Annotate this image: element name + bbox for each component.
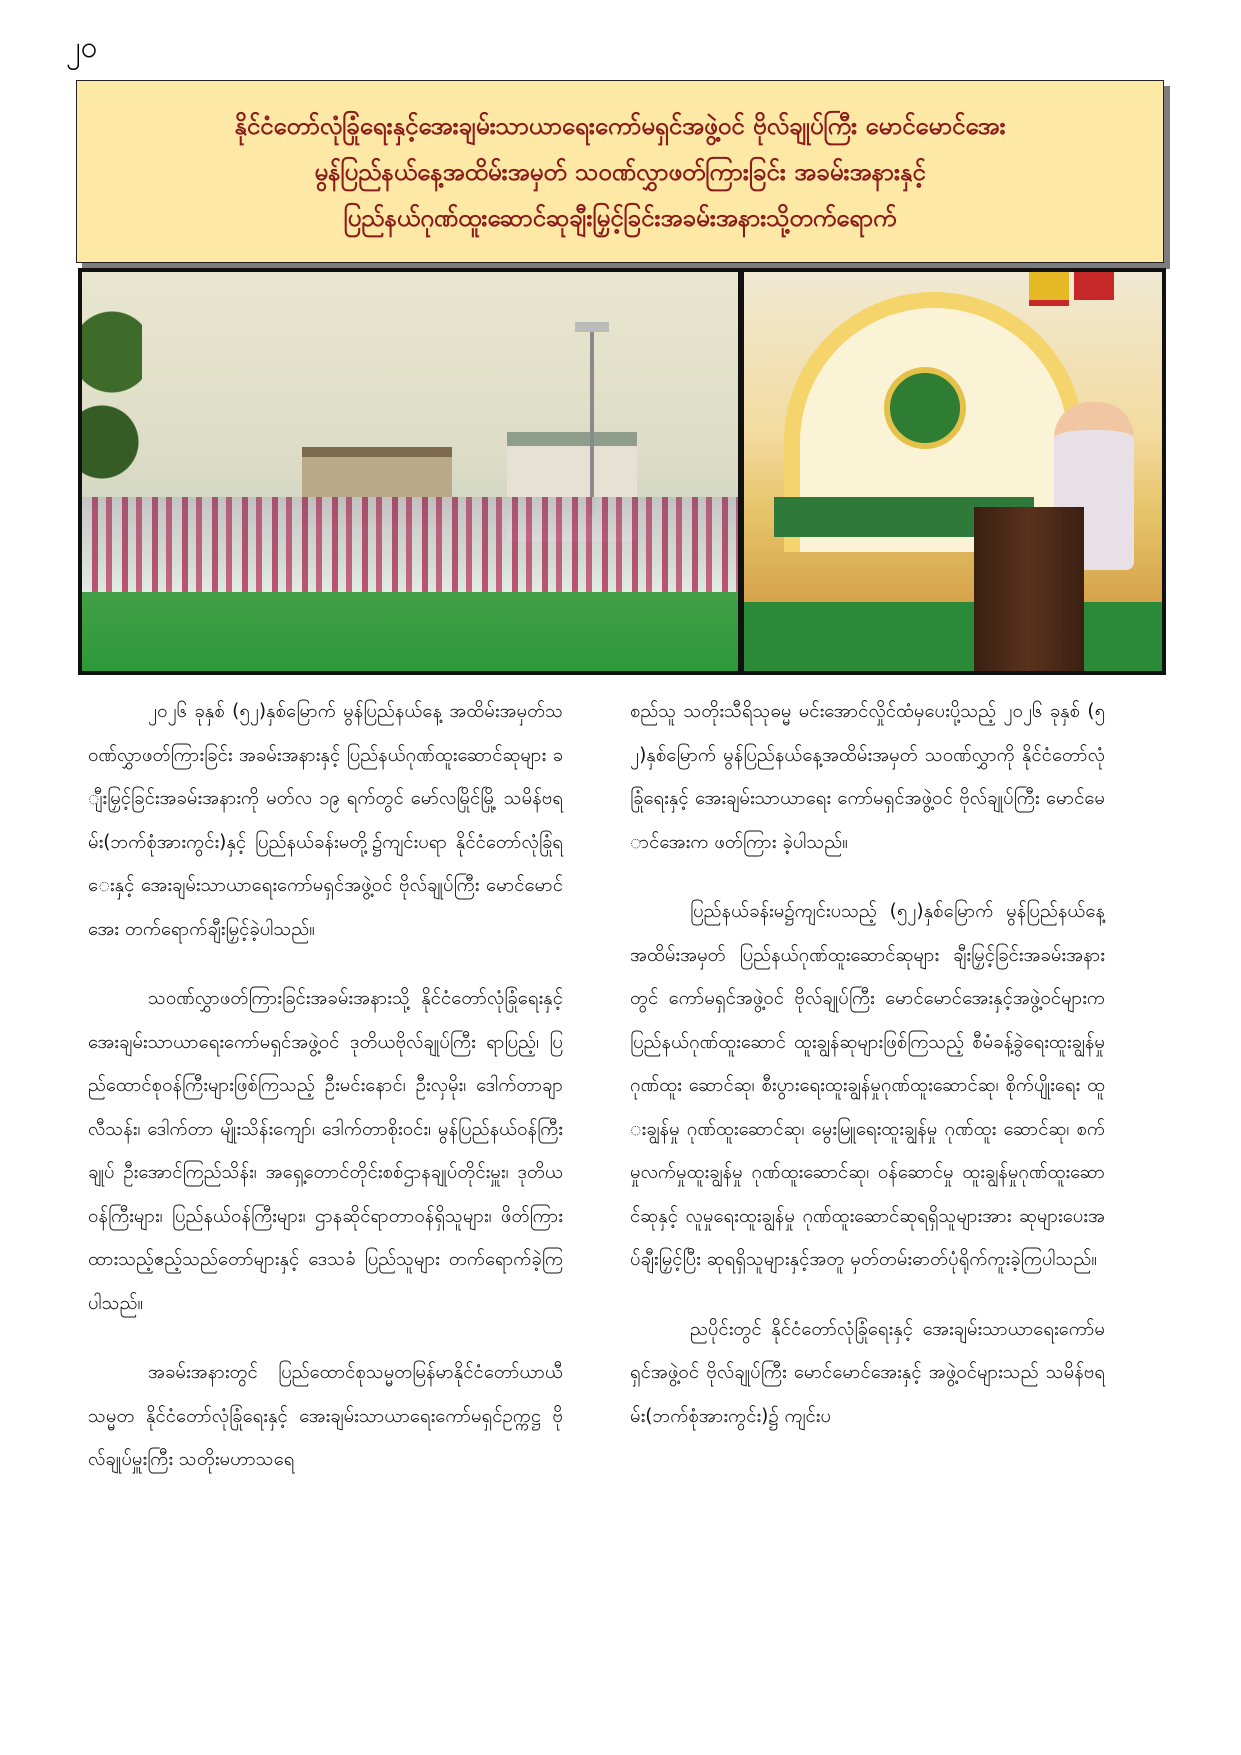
audience-photo — [82, 272, 738, 671]
paragraph: စည်သူ သတိုးသီရိသုဓမ္မ မင်းအောင်လှိုင်ထံမှပေးပို့သည့် ၂၀၂၆ ခုနှစ် (၅၂)နှစ်မြောက် မွန်ပြည်နယ်နေ့အထိမ်းအမှတ် သဝဏ်လွှာကို နိုင်ငံတော်လုံခြုံရေးနှင့် အေးချမ်းသာယာရေး ကော်မရှင်အဖွဲ့ဝင် ဗိုလ်ချုပ်ကြီး မောင်မောင်အေးက ဖတ်ကြား ခဲ့ပါသည်။ — [630, 701, 1105, 853]
photo-strip — [78, 268, 1166, 675]
headline-line-2: မွန်ပြည်နယ်နေ့အထိမ်းအမှတ် သဝဏ်လွှာဖတ်ကြားခြင်း အခမ်းအနားနှင့် — [314, 157, 926, 186]
speaker-photo — [744, 272, 1162, 671]
paragraph: ၂၀၂၆ ခုနှစ် (၅၂)နှစ်မြောက် မွန်ပြည်နယ်နေ့ အထိမ်းအမှတ်သဝဏ်လွှာဖတ်ကြားခြင်း အခမ်းအနားနှင့် ပြည်နယ်ဂုဏ်ထူးဆောင်ဆုများ ချီးမြှင့်ခြင်းအခမ်းအနားကို မတ်လ ၁၉ ရက်တွင် မော်လမြိုင်မြို့ သမိန်ဗရမ်း(ဘက်စုံအားကွင်း)နှင့် ပြည်နယ်ခန်းမတို့၌ကျင်းပရာ နိုင်ငံတော်လုံခြုံရေးနှင့် အေးချမ်းသာယာရေးကော်မရှင်အဖွဲ့ဝင် ဗိုလ်ချုပ်ကြီး မောင်မောင်အေး တက်ရောက်ချီးမြှင့်ခဲ့ပါသည်။ — [88, 701, 563, 940]
page-number: ၂၀ — [66, 30, 98, 65]
headline-box — [76, 80, 1164, 263]
headline-line-3: ပြည်နယ်ဂုဏ်ထူးဆောင်ဆုချီးမြှင့်ခြင်းအခမ်းအနားသို့တက်ရောက် — [343, 203, 897, 232]
paragraph: သဝဏ်လွှာဖတ်ကြားခြင်းအခမ်းအနားသို့ နိုင်ငံတော်လုံခြုံရေးနှင့်အေးချမ်းသာယာရေးကော်မရှင်အဖွဲ့ဝင် ဒုတိယဗိုလ်ချုပ်ကြီး ရာပြည့်၊ ပြည်ထောင်စုဝန်ကြီးများဖြစ်ကြသည့် ဦးမင်းနောင်၊ ဦးလှမိုး၊ ဒေါက်တာချာလီသန်း၊ ဒေါက်တာ မျိုးသိန်းကျော်၊ ဒေါက်တာစိုးဝင်း၊ မွန်ပြည်နယ်ဝန်ကြီးချုပ် ဦးအောင်ကြည်သိန်း၊ အရှေ့တောင်တိုင်းစစ်ဌာနချုပ်တိုင်းမှူး၊ ဒုတိယဝန်ကြီးများ၊ ပြည်နယ်ဝန်ကြီးများ၊ ဌာနဆိုင်ရာတာဝန်ရှိသူများ၊ ဖိတ်ကြားထားသည့်ဧည့်သည်တော်များနှင့် ဒေသခံ ပြည်သူများ တက်ရောက်ခဲ့ကြပါသည်။ — [88, 988, 563, 1314]
article-left-column — [88, 690, 563, 1508]
paragraph: ညပိုင်းတွင် နိုင်ငံတော်လုံခြုံရေးနှင့် အေးချမ်းသာယာရေးကော်မရှင်အဖွဲ့ဝင် ဗိုလ်ချုပ်ကြီး မောင်မောင်အေးနှင့် အဖွဲ့ဝင်များသည် သမိန်ဗရမ်း(ဘက်စုံအားကွင်း)၌ ကျင်းပ — [630, 1318, 1105, 1427]
paragraph: ပြည်နယ်ခန်းမ၌ကျင်းပသည့် (၅၂)နှစ်မြောက် မွန်ပြည်နယ်နေ့အထိမ်းအမှတ် ပြည်နယ်ဂုဏ်ထူးဆောင်ဆုများ ချီးမြှင့်ခြင်းအခမ်းအနားတွင် ကော်မရှင်အဖွဲ့ဝင် ဗိုလ်ချုပ်ကြီး မောင်မောင်အေးနှင့်အဖွဲ့ဝင်များက ပြည်နယ်ဂုဏ်ထူးဆောင် ထူးချွန်ဆုများဖြစ်ကြသည့် စီမံခန့်ခွဲရေးထူးချွန်မှု ဂုဏ်ထူး ဆောင်ဆု၊ စီးပွားရေးထူးချွန်မှုဂုဏ်ထူးဆောင်ဆု၊ စိုက်ပျိုးရေး ထူးချွန်မှု ဂုဏ်ထူးဆောင်ဆု၊ မွေးမြူရေးထူးချွန်မှု ဂုဏ်ထူး ဆောင်ဆု၊ စက်မှုလက်မှုထူးချွန်မှု ဂုဏ်ထူးဆောင်ဆု၊ ဝန်ဆောင်မှု ထူးချွန်မှုဂုဏ်ထူးဆောင်ဆုနှင့် လူမှုရေးထူးချွန်မှု ဂုဏ်ထူးဆောင်ဆုရရှိသူများအား ဆုများပေးအပ်ချီးမြှင့်ပြီး ဆုရရှိသူများနှင့်အတူ မှတ်တမ်းဓာတ်ပုံရိုက်ကူးခဲ့ကြပါသည်။ — [630, 901, 1105, 1270]
article-right-column — [630, 690, 1105, 1464]
headline-line-1: နိုင်ငံတော်လုံခြုံရေးနှင့်အေးချမ်းသာယာရေးကော်မရှင်အဖွဲ့ဝင် ဗိုလ်ချုပ်ကြီး မောင်မောင်အေး — [234, 111, 1006, 140]
paragraph: အခမ်းအနားတွင် ပြည်ထောင်စုသမ္မတမြန်မာနိုင်ငံတော်ယာယီသမ္မတ နိုင်ငံတော်လုံခြုံရေးနှင့် အေးချမ်းသာယာရေးကော်မရှင်ဥက္ကဋ္ဌ ဗိုလ်ချုပ်မှူးကြီး သတိုးမဟာသရေ — [88, 1362, 563, 1470]
